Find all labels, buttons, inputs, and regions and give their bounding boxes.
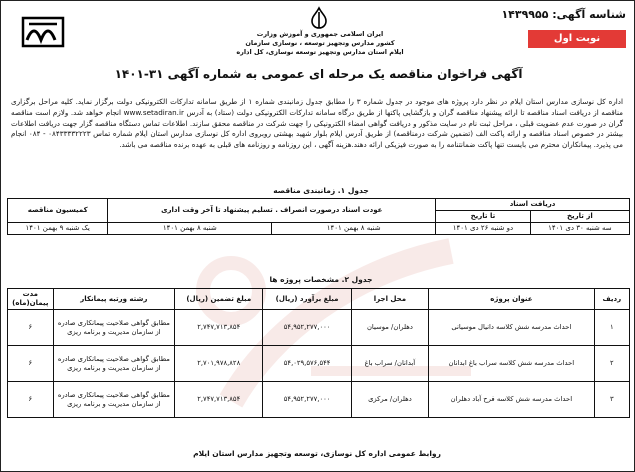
col-header-row: ردیف: [594, 289, 629, 310]
header-to-date: تا تاریخ: [436, 211, 531, 223]
org-line: ایران اسلامی جمهوری و آموزش وزارت: [256, 30, 384, 38]
col-header-title: عنوان پروژه: [429, 289, 595, 310]
cell-grade: مطابق گواهی صلاحیت پیمانکاری صادره از سازمان مدیریت و برنامه ریزی: [53, 382, 174, 418]
header-opening: کمیسیون مناقصه: [8, 199, 108, 223]
cell-estimate: ۵۴,۰۲۹,۵۷۶,۵۴۴: [263, 346, 351, 382]
ad-header: [5, 4, 632, 64]
public-relations-footer: روابط عمومی اداره کل نوسازی، توسعه وتجهیز مدارس استان ایلام: [193, 449, 441, 458]
org-line: کشور مدارس وتجهیز توسعه ، نوسازی سازمان: [245, 39, 395, 47]
cell-deadline-1: شنبه ۸ بهمن ۱۴۰۱: [272, 223, 436, 235]
table1-caption: جدول ۱. زمانبندی مناقصه: [273, 186, 369, 195]
ad-number: شناسه آگهی: ۱۴۳۹۹۵۵: [501, 8, 626, 21]
organization-name: [210, 30, 430, 57]
col-header-estimate: مبلغ برآورد (ریال): [263, 289, 351, 310]
cell-estimate: ۵۴,۹۵۲,۲۷۷,۰۰۰: [263, 310, 351, 346]
organization-logo-icon: [17, 10, 69, 50]
cell-guarantee: ۲,۷۴۷,۷۱۳,۸۵۴: [175, 382, 263, 418]
cell-project-title: احداث مدرسه شش کلاسه سراب باغ ابدانان: [429, 346, 595, 382]
cell-row-number: ۱: [594, 310, 629, 346]
cell-row-number: ۳: [594, 382, 629, 418]
col-header-duration: مدت پیمان(ماه): [8, 289, 54, 310]
cell-duration: ۶: [8, 382, 54, 418]
ad-title: آگهی فراخوان مناقصه یک مرحله ای عمومی به شماره آگهی ۳۱-۱۴۰۱: [114, 67, 523, 81]
table2-caption: جدول ۲. مشخصات پروژه ها: [269, 275, 373, 284]
cell-duration: ۶: [8, 346, 54, 382]
intro-paragraph: اداره کل نوسازی مدارس استان ایلام در نظر دارد پروژه های موجود در جدول شماره ۳ را مطابق جدول زمانبندی شماره ۱ از طریق سامانه تدارکات الکترونیکی دولت برگزار نماید. کلیه مراحل برگزاری مناقصه از دریافت اسناد مناقصه تا ارائه پیشنهاد مناقصه گران و بازگشایی پاکتها از طریق درگاه سامانه تدارکات الکترونیکی دولت (ستاد) به آدرس www.setadiran.ir انجام خواهد شد. ولازم است مناقصه گران در صورت عدم عضویت قبلی ، مراحل ثبت نام در سایت مذکور و دریافت گواهی امضاء الکترونیکی را جهت شرکت در مناقصه محقق سازند. اطلاعات تماس دستگاه مناقصه گزار جهت دریافت اطلاعات بیشتر در خصوص اسناد مناقصه و ارائه پاکت الف (تضمین شرکت درمناقصه) از طریق آدرس ایلام بلوار شهید بهشتی روبروی اداره کل نوسازی مدارس استان ایلام شماره تماس ۰۸۴۳۳۳۳۲۲۲۳ - ۰۸۴ انجام می پذیرد. پیمانکاران محترم می بایست تنها پاکت ضمانتنامه را به صورت فیزیکی ارائه دهند.هزینه آگهی ، این روزنامه و روزنامه های قبلی به عهده برنده مناقصه می باشد.: [11, 97, 624, 150]
org-line: ایلام استان مدارس وتجهیز توسعه نوسازی، کل اداره: [236, 48, 404, 56]
table-row: [8, 310, 630, 346]
cell-opening-date: یک شنبه ۹ بهمن ۱۴۰۱: [8, 223, 108, 235]
col-header-guarantee: مبلغ تضمین (ریال): [175, 289, 263, 310]
cell-row-number: ۲: [594, 346, 629, 382]
header-receive-docs: دریافت اسناد: [436, 199, 630, 211]
projects-table: [7, 288, 630, 418]
cell-location: آبدانان/ سراب باغ: [351, 346, 428, 382]
header-from-date: از تاریخ: [530, 211, 629, 223]
cell-duration: ۶: [8, 310, 54, 346]
cell-deadline-2: شنبه ۸ بهمن ۱۴۰۱: [108, 223, 272, 235]
cell-location: دهلران/ موسیان: [351, 310, 428, 346]
cell-grade: مطابق گواهی صلاحیت پیمانکاری صادره از سازمان مدیریت و برنامه ریزی: [53, 346, 174, 382]
header-deadline: عودت اسناد درصورت انصراف . تسلیم پیشنهاد تا آخر وقت اداری: [108, 199, 436, 223]
cell-guarantee: ۲,۷۴۷,۷۱۳,۸۵۴: [175, 310, 263, 346]
cell-from-date: سه شنبه ۳۰ دی ۱۴۰۱: [530, 223, 629, 235]
cell-estimate: ۵۴,۹۵۲,۲۷۷,۰۰۰: [263, 382, 351, 418]
cell-to-date: دو شنبه ۲۶ دی ۱۴۰۱: [436, 223, 531, 235]
first-turn-badge: نوبت اول: [528, 30, 626, 48]
table-row: [8, 346, 630, 382]
col-header-grade: رشته ورتبه پیمانکار: [53, 289, 174, 310]
col-header-location: محل اجرا: [351, 289, 428, 310]
cell-location: دهلران/ مرکزی: [351, 382, 428, 418]
cell-guarantee: ۲,۷۰۱,۹۷۸,۸۲۸: [175, 346, 263, 382]
cell-project-title: احداث مدرسه شش کلاسه دانیال موسیانی: [429, 310, 595, 346]
cell-grade: مطابق گواهی صلاحیت پیمانکاری صادره از سازمان مدیریت و برنامه ریزی: [53, 310, 174, 346]
cell-project-title: احداث مدرسه شش کلاسه فرح آباد دهلران: [429, 382, 595, 418]
emblem-icon: [307, 6, 331, 30]
table-row: [8, 382, 630, 418]
schedule-table: [7, 198, 630, 235]
